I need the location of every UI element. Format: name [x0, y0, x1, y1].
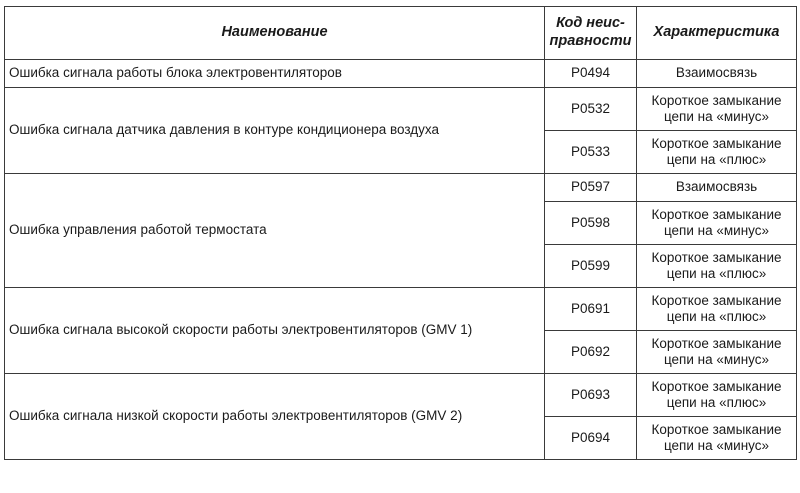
fault-code-cell: P0532	[545, 88, 637, 131]
fault-characteristic-cell: Короткое замыкание цепи на «плюс»	[637, 374, 797, 417]
fault-code-cell: P0494	[545, 60, 637, 88]
header-name: Наименование	[5, 7, 545, 60]
fault-characteristic-cell: Короткое замыкание цепи на «минус»	[637, 88, 797, 131]
table-body	[5, 60, 797, 460]
table-row	[5, 374, 797, 417]
fault-code-cell: P0533	[545, 131, 637, 174]
fault-name-cell: Ошибка сигнала низкой скорости работы электровентиляторов (GMV 2)	[5, 374, 545, 460]
fault-code-cell: P0691	[545, 288, 637, 331]
fault-code-cell: P0692	[545, 331, 637, 374]
fault-code-cell: P0597	[545, 174, 637, 202]
fault-name-cell: Ошибка сигнала датчика давления в контуре кондиционера воздуха	[5, 88, 545, 174]
fault-characteristic-cell: Короткое замыкание цепи на «минус»	[637, 331, 797, 374]
fault-characteristic-cell: Короткое замыкание цепи на «минус»	[637, 202, 797, 245]
table-header	[5, 7, 797, 60]
fault-name-cell: Ошибка сигнала высокой скорости работы электровентиляторов (GMV 1)	[5, 288, 545, 374]
fault-code-cell: P0693	[545, 374, 637, 417]
fault-code-cell: P0599	[545, 245, 637, 288]
header-row	[5, 7, 797, 60]
fault-code-cell: P0694	[545, 417, 637, 460]
fault-characteristic-cell: Короткое замыкание цепи на «минус»	[637, 417, 797, 460]
fault-name-cell: Ошибка сигнала работы блока электровентиляторов	[5, 60, 545, 88]
fault-code-table	[4, 6, 797, 460]
fault-characteristic-cell: Короткое замыкание цепи на «плюс»	[637, 245, 797, 288]
header-characteristic: Характеристика	[637, 7, 797, 60]
fault-characteristic-cell: Короткое замыкание цепи на «плюс»	[637, 288, 797, 331]
header-code	[545, 7, 637, 60]
fault-code-cell: P0598	[545, 202, 637, 245]
table-row	[5, 174, 797, 202]
fault-characteristic-cell: Взаимосвязь	[637, 60, 797, 88]
fault-name-cell: Ошибка управления работой термостата	[5, 174, 545, 288]
fault-characteristic-cell: Взаимосвязь	[637, 174, 797, 202]
fault-characteristic-cell: Короткое замыкание цепи на «плюс»	[637, 131, 797, 174]
table-row	[5, 288, 797, 331]
table-row	[5, 88, 797, 131]
header-code-line1: Код неис-	[556, 15, 625, 32]
table-row	[5, 60, 797, 88]
header-code-line2: правности	[549, 33, 632, 49]
